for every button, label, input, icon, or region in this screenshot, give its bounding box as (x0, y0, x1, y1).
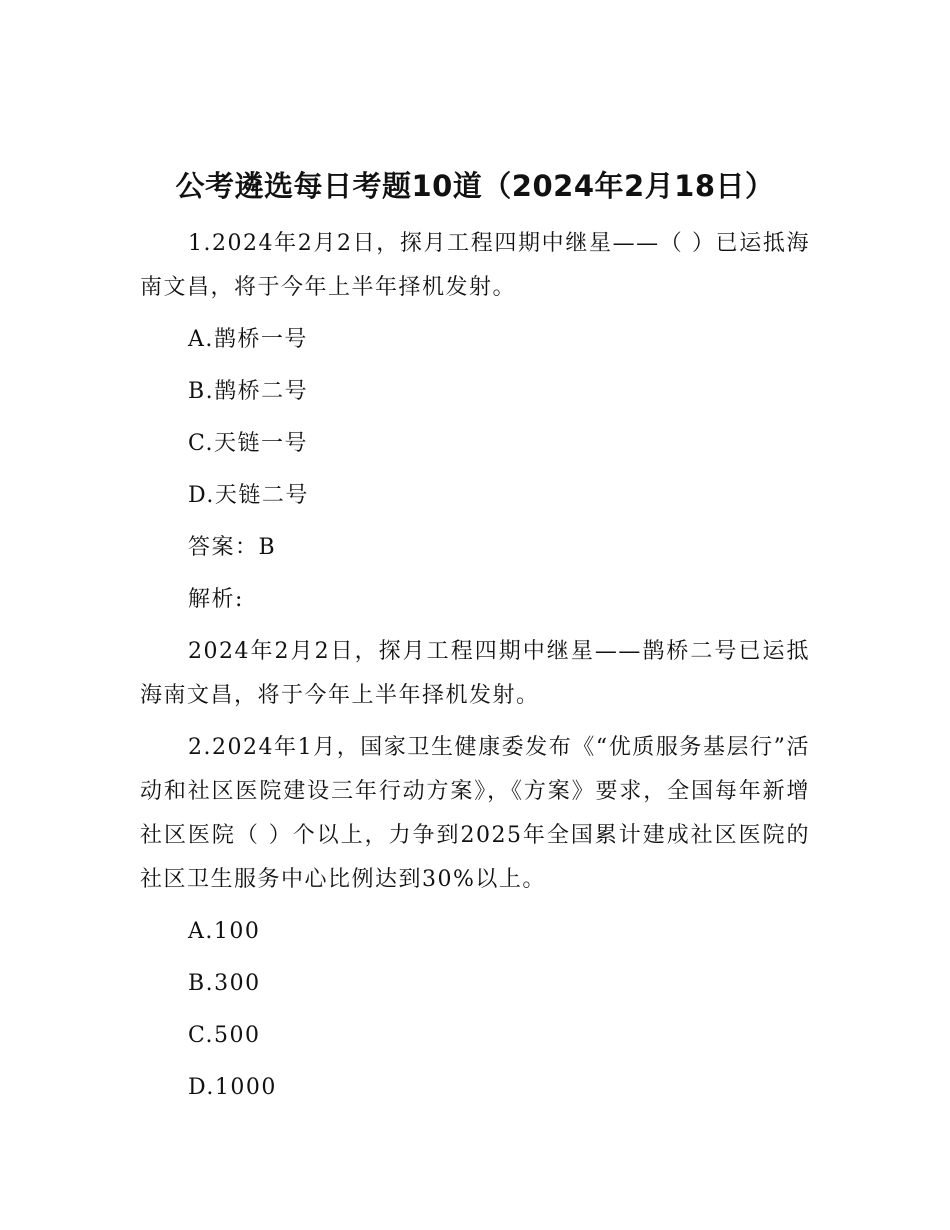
question-1-analysis: 2024年2月2日，探月工程四期中继星——鹊桥二号已运抵海南文昌，将于今年上半年择机发射。 (140, 639, 810, 708)
question-1-answer: 答案：B (188, 535, 277, 560)
question-1-stem: 1.2024年2月2日，探月工程四期中继星——（ ）已运抵海南文昌，将于今年上半年择机发射。 (140, 231, 810, 300)
question-2-option-c: C.500 (188, 1023, 261, 1048)
question-2-stem: 2.2024年1月，国家卫生健康委发布《“优质服务基层行”活动和社区医院建设三年行动方案》，《方案》要求，全国每年新增社区医院（ ）个以上，力争到2025年全国累计建成社区医院的社区卫生服务中心比例达到30%以上。 (140, 735, 810, 892)
question-1-option-d: D.天链二号 (188, 483, 309, 508)
document-body (140, 222, 810, 1118)
question-1-option-b: B.鹊桥二号 (188, 379, 309, 404)
question-1-option-c: C.天链一号 (188, 431, 309, 456)
page-title: 公考遴选每日考题10道（2024年2月18日） (175, 169, 775, 203)
question-1-analysis-label: 解析: (188, 587, 244, 612)
question-2-option-a: A.100 (188, 919, 261, 944)
question-2-option-b: B.300 (188, 971, 261, 996)
question-1-option-a: A.鹊桥一号 (188, 327, 308, 352)
question-2-option-d: D.1000 (188, 1075, 277, 1100)
